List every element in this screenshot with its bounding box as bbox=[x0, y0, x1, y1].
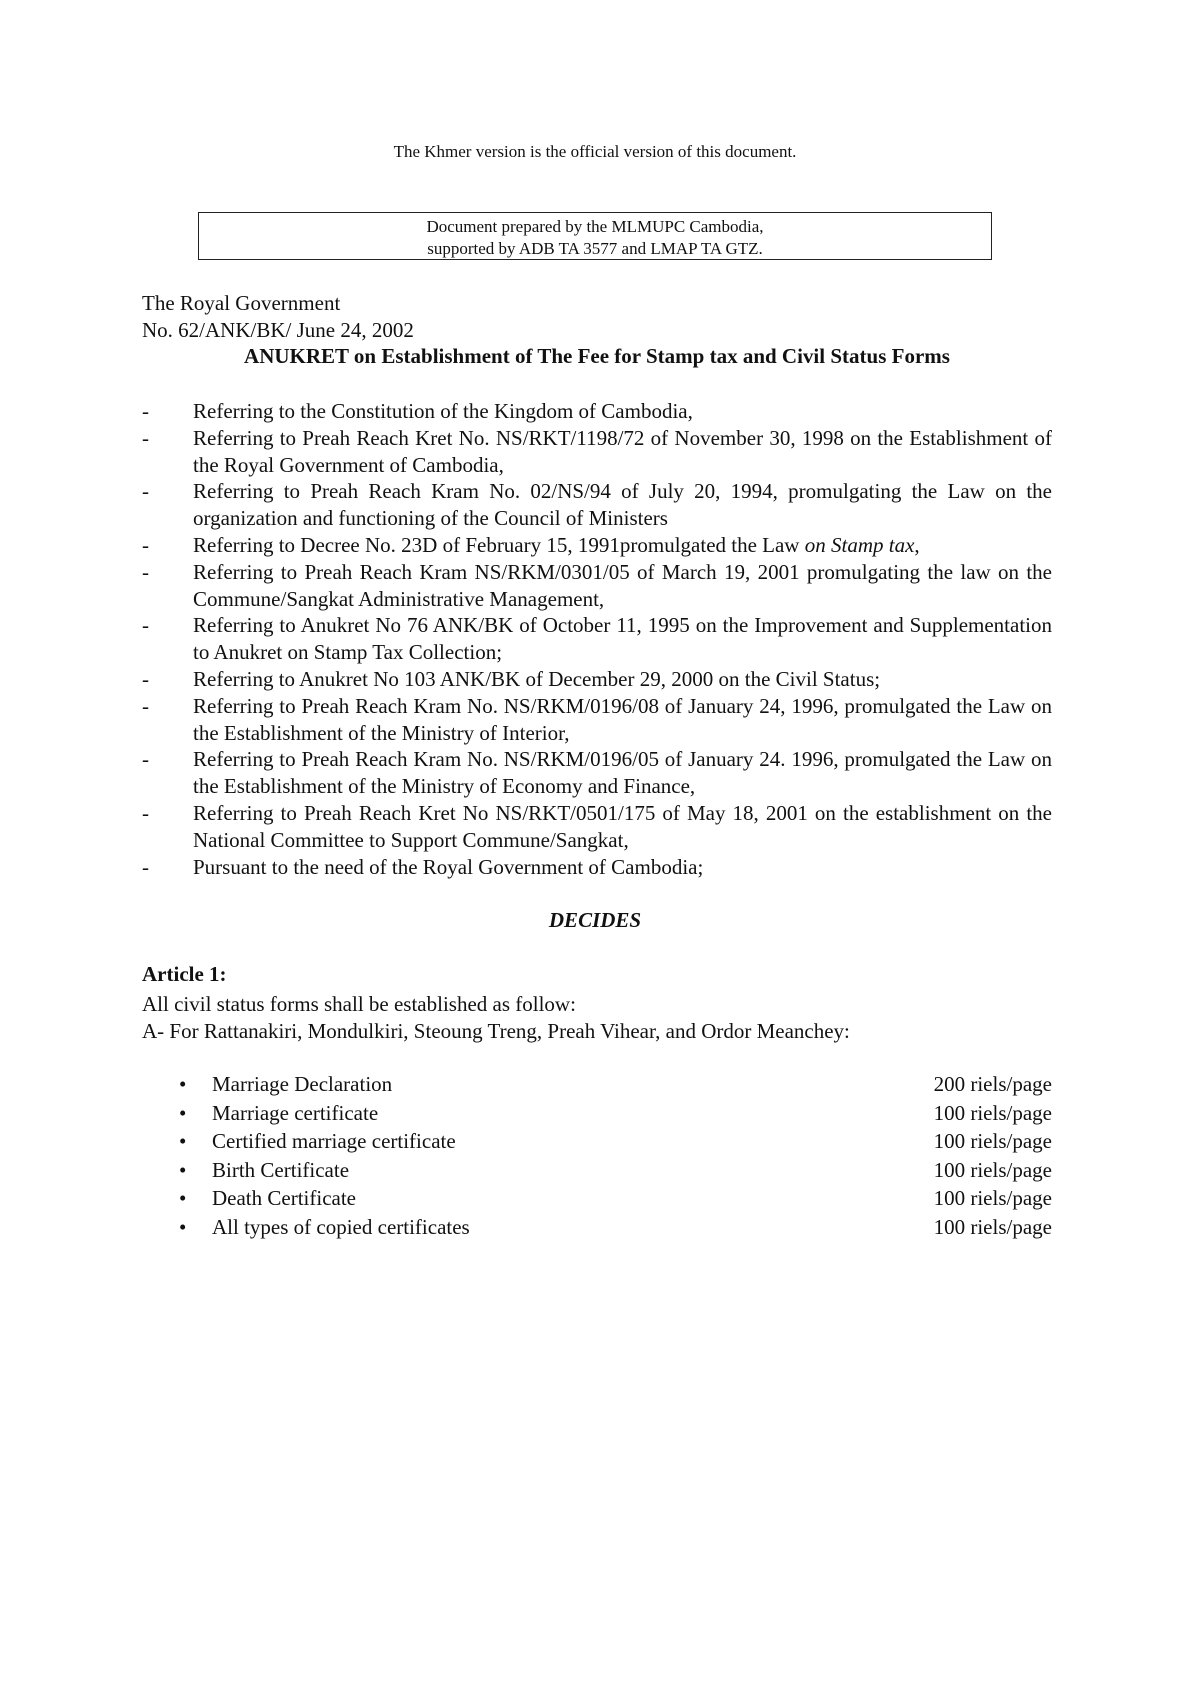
reference-item bbox=[142, 425, 1052, 479]
reference-text: Referring to Preah Reach Kram No. NS/RKM/0196/05 of January 24. 1996, promulgated the Law on the Establishment of the Ministry of Economy and Finance, bbox=[193, 747, 1052, 799]
reference-text: Referring to Preah Reach Kret No. NS/RKT/1198/72 of November 30, 1998 on the Establishment of the Royal Government of Cambodia, bbox=[193, 425, 1052, 477]
dash-bullet: - bbox=[142, 747, 149, 772]
fee-item bbox=[142, 1213, 1052, 1242]
fee-amount: 200 riels/page bbox=[933, 1072, 1052, 1096]
reference-text: Pursuant to the need of the Royal Government of Cambodia; bbox=[193, 854, 704, 879]
fee-item-name: Certified marriage certificate bbox=[212, 1129, 456, 1154]
dash-bullet: - bbox=[142, 479, 149, 504]
bullet-icon: • bbox=[179, 1157, 187, 1182]
fee-item-name: Death Certificate bbox=[212, 1186, 357, 1211]
fee-item bbox=[142, 1127, 1052, 1156]
reference-item bbox=[142, 800, 1052, 854]
preparation-box bbox=[198, 212, 992, 260]
preparation-line-1: Document prepared by the MLMUPC Cambodia, bbox=[426, 217, 764, 236]
fee-amount: 100 riels/page bbox=[933, 1214, 1052, 1239]
article-1-heading: Article 1: bbox=[142, 962, 227, 986]
fee-item-name: Birth Certificate bbox=[212, 1157, 350, 1182]
reference-emphasis: on Stamp tax bbox=[804, 532, 915, 557]
reference-item bbox=[142, 854, 1052, 881]
official-version-notice: The Khmer version is the official version of this document. bbox=[393, 142, 797, 161]
fee-amount: 100 riels/page bbox=[933, 1186, 1052, 1211]
reference-item bbox=[142, 559, 1052, 613]
reference-item bbox=[142, 612, 1052, 666]
document-number: No. 62/ANK/BK/ June 24, 2002 bbox=[142, 318, 414, 342]
fee-item-name: Marriage certificate bbox=[212, 1100, 379, 1125]
reference-item bbox=[142, 532, 1052, 559]
issuer: The Royal Government bbox=[142, 291, 341, 315]
reference-text: Referring to Preah Reach Kram No. NS/RKM/0196/08 of January 24, 1996, promulgated the Law on the Establishment of the Ministry of Interior, bbox=[193, 693, 1052, 745]
article-1-region: A- For Rattanakiri, Mondulkiri, Steoung Treng, Preah Vihear, and Ordor Meanchey: bbox=[142, 1019, 850, 1043]
dash-bullet: - bbox=[142, 399, 149, 423]
bullet-icon: • bbox=[179, 1214, 187, 1239]
fee-item bbox=[142, 1099, 1052, 1128]
fee-item bbox=[142, 1184, 1052, 1213]
dash-bullet: - bbox=[142, 559, 149, 584]
references-list bbox=[142, 398, 1052, 880]
fee-item bbox=[142, 1156, 1052, 1185]
article-1-intro: All civil status forms shall be established as follow: bbox=[142, 992, 576, 1016]
reference-text: Referring to Decree No. 23D of February 15, 1991promulgated the Law bbox=[193, 532, 805, 557]
reference-trailing: , bbox=[914, 532, 920, 557]
reference-text: Referring to Preah Reach Kram NS/RKM/0301/05 of March 19, 2001 promulgating the law on the Commune/Sangkat Administrative Management, bbox=[193, 559, 1052, 611]
reference-text: Referring to Anukret No 76 ANK/BK of October 11, 1995 on the Improvement and Supplementation to Anukret on Stamp Tax Collection; bbox=[193, 613, 1052, 665]
bullet-icon: • bbox=[179, 1186, 187, 1211]
reference-text: Referring to Preah Reach Kret No NS/RKT/0501/175 of May 18, 2001 on the establishment on the National Committee to Support Commune/Sangkat, bbox=[193, 800, 1052, 852]
dash-bullet: - bbox=[142, 532, 149, 557]
reference-item bbox=[142, 746, 1052, 800]
document-title: ANUKRET on Establishment of The Fee for Stamp tax and Civil Status Forms bbox=[244, 344, 950, 368]
dash-bullet: - bbox=[142, 693, 149, 718]
fee-amount: 100 riels/page bbox=[933, 1157, 1052, 1182]
reference-text: Referring to the Constitution of the Kingdom of Cambodia, bbox=[193, 399, 693, 423]
reference-item bbox=[142, 398, 1052, 425]
dash-bullet: - bbox=[142, 613, 149, 638]
dash-bullet: - bbox=[142, 425, 149, 450]
reference-text: Referring to Preah Reach Kram No. 02/NS/94 of July 20, 1994, promulgating the Law on the organization and functioning of the Council of Ministers bbox=[193, 479, 1052, 531]
fee-amount: 100 riels/page bbox=[933, 1100, 1052, 1125]
bullet-icon: • bbox=[179, 1100, 187, 1125]
dash-bullet: - bbox=[142, 854, 149, 879]
reference-text: Referring to Anukret No 103 ANK/BK of December 29, 2000 on the Civil Status; bbox=[193, 666, 881, 691]
dash-bullet: - bbox=[142, 666, 149, 691]
fee-item bbox=[142, 1070, 1052, 1099]
fee-amount: 100 riels/page bbox=[933, 1129, 1052, 1154]
dash-bullet: - bbox=[142, 800, 149, 825]
reference-item bbox=[142, 478, 1052, 532]
fee-item-name: Marriage Declaration bbox=[212, 1072, 393, 1096]
bullet-icon: • bbox=[179, 1129, 187, 1154]
bullet-icon: • bbox=[179, 1072, 187, 1096]
preparation-line-2: supported by ADB TA 3577 and LMAP TA GTZ. bbox=[427, 239, 763, 258]
reference-item bbox=[142, 693, 1052, 747]
reference-item bbox=[142, 666, 1052, 693]
decides-heading: DECIDES bbox=[548, 908, 642, 932]
fee-item-name: All types of copied certificates bbox=[212, 1214, 470, 1239]
fee-list bbox=[142, 1070, 1052, 1242]
